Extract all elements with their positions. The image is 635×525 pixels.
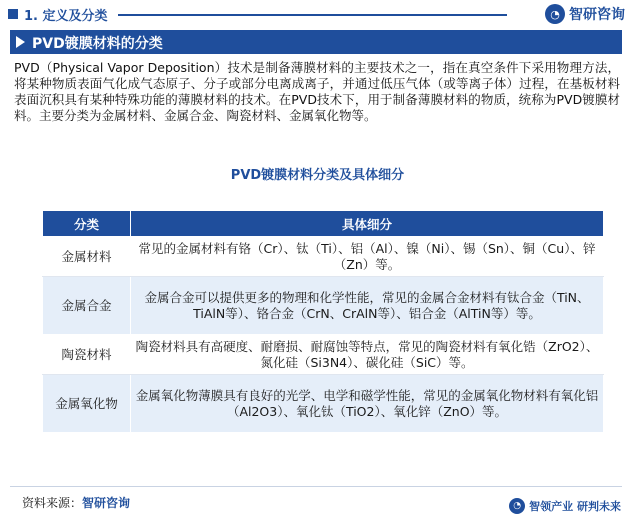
row-detail: 陶瓷材料具有高硬度、耐磨损、耐腐蚀等特点，常见的陶瓷材料有氧化锆（ZrO2）、氮化硅（Si3N4）、碳化硅（SiC）等。	[131, 335, 604, 375]
footer-slogan: 智领产业 研判未来	[529, 500, 621, 513]
section-title: 1. 定义及分类	[24, 9, 108, 24]
row-category: 金属合金	[43, 277, 131, 335]
table-title: PVD镀膜材料分类及具体细分	[230, 168, 405, 183]
header-category: 分类	[43, 211, 131, 237]
footer-divider	[10, 486, 622, 487]
table-row	[43, 237, 604, 277]
footer-logo	[509, 498, 621, 514]
header-divider	[118, 14, 507, 16]
row-category: 金属氧化物	[43, 375, 131, 433]
section-banner	[10, 30, 622, 54]
row-category: 金属材料	[43, 237, 131, 277]
table-header-row	[43, 211, 604, 237]
row-category: 陶瓷材料	[43, 335, 131, 375]
intro-paragraph: PVD（Physical Vapor Deposition）技术是制备薄膜材料的主要技术之一，指在真空条件下采用物理方法，将某种物质表面气化成气态原子、分子或部分电离成离子，并通过低压气体（或等离子体）过程，在基板材料表面沉积具有某种特殊功能的薄膜材料的技术。在PVD技术下，用于制备薄膜材料的物质，统称为PVD镀膜材料。主要分类为金属材料、金属合金、陶瓷材料、金属氧化物等。	[14, 60, 620, 123]
top-bar	[0, 0, 635, 30]
triangle-bullet-icon	[16, 36, 25, 48]
zhiyan-logo-icon: ◔	[545, 4, 565, 24]
zhiyan-logo-icon: ◔	[509, 498, 525, 514]
banner-title: PVD镀膜材料的分类	[32, 36, 163, 52]
classification-table	[42, 210, 604, 433]
source-value: 智研咨询	[82, 496, 131, 510]
row-detail: 金属合金可以提供更多的物理和化学性能，常见的金属合金材料有钛合金（TiN、TiAlN等）、铬合金（CrN、CrAlN等）、铝合金（AlTiN等）等。	[131, 277, 604, 335]
row-detail: 常见的金属材料有铬（Cr）、钛（Ti）、铝（Al）、镍（Ni）、锡（Sn）、铜（Cu）、锌（Zn）等。	[131, 237, 604, 277]
header-detail: 具体细分	[131, 211, 604, 237]
source-note	[22, 494, 130, 511]
section-square-icon	[8, 9, 18, 19]
brand-logo	[545, 4, 625, 24]
brand-name: 智研咨询	[569, 7, 625, 23]
row-detail: 金属氧化物薄膜具有良好的光学、电学和磁学性能，常见的金属氧化物材料有氧化铝（Al2O3）、氧化钛（TiO2）、氧化锌（ZnO）等。	[131, 375, 604, 433]
table-row	[43, 335, 604, 375]
source-label: 资料来源：	[22, 496, 83, 510]
table-row	[43, 277, 604, 335]
table-row	[43, 375, 604, 433]
